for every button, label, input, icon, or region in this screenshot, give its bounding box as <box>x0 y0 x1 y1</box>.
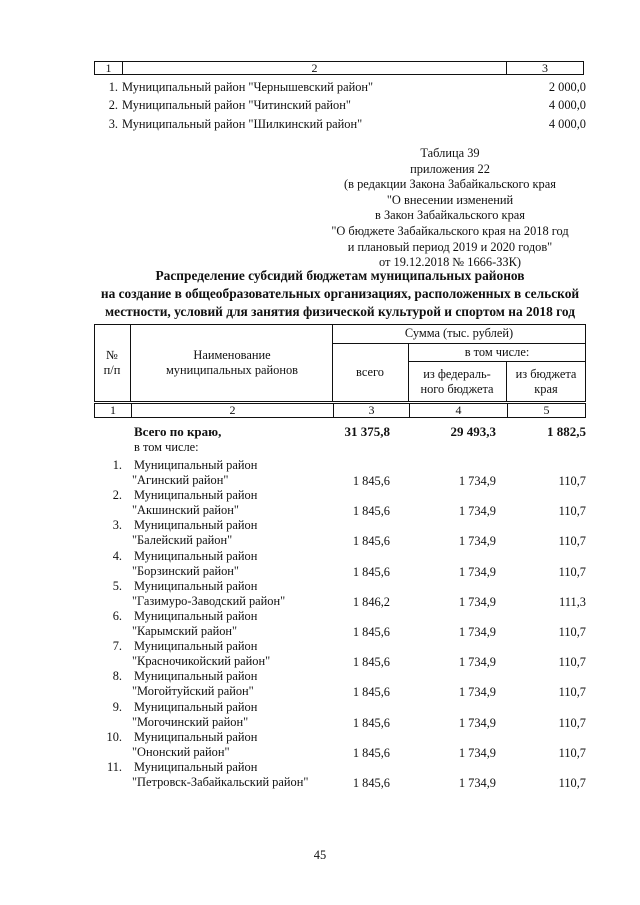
row-total: 1 845,6 <box>352 625 390 639</box>
table-row <box>94 609 586 639</box>
title-line: местности, условий для занятия физической культурой и спортом на 2018 год <box>105 304 575 319</box>
total-reg: 1 882,5 <box>547 424 586 439</box>
row-number: 10. <box>106 730 122 744</box>
row-fed: 1 734,9 <box>458 716 496 730</box>
caption-line: "О бюджете Забайкальского края на 2018 год <box>331 223 569 238</box>
total-sublabel: в том числе: <box>134 440 199 454</box>
table-row <box>94 669 586 699</box>
row-reg: 110,7 <box>558 625 586 639</box>
row-name-line1: Муниципальный район <box>134 609 258 623</box>
page-number: 45 <box>313 848 327 862</box>
colnum-1: 1 <box>95 404 132 417</box>
caption-line: приложения 22 <box>410 161 490 176</box>
prev-header-col-3: 3 <box>542 61 548 75</box>
row-fed: 1 734,9 <box>458 625 496 639</box>
row-name-line1: Муниципальный район <box>134 730 258 744</box>
row-name-line1: Муниципальный район <box>134 458 258 472</box>
row-sum: 4 000,0 <box>548 97 586 112</box>
row-name-line2: "Красночикойский район" <box>132 654 271 668</box>
table-row <box>94 579 586 609</box>
row-reg: 110,7 <box>558 474 586 488</box>
table-row <box>94 549 586 579</box>
row-name-line2: "Могойтуйский район" <box>132 684 254 698</box>
row-number: 5. <box>112 579 122 593</box>
table-row <box>94 700 586 730</box>
row-reg: 111,3 <box>559 595 586 609</box>
colnum-2: 2 <box>132 404 334 417</box>
colnum-5: 5 <box>543 403 550 417</box>
prev-table-row <box>94 115 586 133</box>
total-all: 31 375,8 <box>344 424 390 439</box>
row-total: 1 845,6 <box>352 685 390 699</box>
table-caption <box>300 146 600 271</box>
row-name-line2: "Карымский район" <box>132 624 238 638</box>
row-name-line1: Муниципальный район <box>134 700 258 714</box>
row-total: 1 845,6 <box>352 474 390 488</box>
row-name-line2: "Газимуро-Заводский район" <box>132 594 286 608</box>
total-fed: 29 493,3 <box>450 424 496 439</box>
row-fed: 1 734,9 <box>458 685 496 699</box>
header-incl: в том числе: <box>464 344 530 359</box>
row-fed: 1 734,9 <box>458 655 496 669</box>
prev-table-header <box>94 61 584 75</box>
table-row <box>94 639 586 669</box>
row-name-line2: "Могочинский район" <box>132 715 249 729</box>
row-number: 3. <box>112 518 122 532</box>
row-total: 1 845,6 <box>352 655 390 669</box>
colnum-4: 4 <box>410 404 508 417</box>
header-sum: Сумма (тыс. рублей) <box>404 326 514 340</box>
row-name-line2: "Борзинский район" <box>132 564 239 578</box>
prev-table-row <box>94 78 586 96</box>
caption-line: (в редакции Закона Забайкальского края <box>344 177 556 192</box>
colnum-3: 3 <box>334 404 410 417</box>
row-fed: 1 734,9 <box>458 474 496 488</box>
row-name-line1: Муниципальный район <box>134 488 258 502</box>
prev-header-col-2: 2 <box>123 62 507 74</box>
row-name-line1: Муниципальный район <box>134 639 258 653</box>
table-row <box>94 518 586 548</box>
row-reg: 110,7 <box>558 716 586 730</box>
row-name-line1: Муниципальный район <box>134 579 258 593</box>
row-number: 2. <box>112 488 122 502</box>
column-numbers-row <box>94 403 586 418</box>
caption-line: Таблица 39 <box>420 146 480 160</box>
row-number: 6. <box>112 609 122 623</box>
row-total: 1 845,6 <box>352 565 390 579</box>
row-name-line1: Муниципальный район <box>134 669 258 683</box>
row-name-line2: "Петровск-Забайкальский район" <box>132 775 309 789</box>
row-total: 1 846,2 <box>352 595 390 609</box>
row-number: 11. <box>106 760 122 774</box>
caption-line: в Закон Забайкальского края <box>375 208 525 223</box>
row-sum: 2 000,0 <box>548 79 586 94</box>
total-row <box>94 424 586 458</box>
row-total: 1 845,6 <box>352 716 390 730</box>
row-reg: 110,7 <box>558 746 586 760</box>
row-number: 3. <box>108 116 118 131</box>
row-fed: 1 734,9 <box>458 565 496 579</box>
row-number: 7. <box>112 639 122 653</box>
row-name-line1: Муниципальный район <box>134 518 258 532</box>
title-line: Распределение субсидий бюджетам муниципальных районов <box>155 268 525 283</box>
row-fed: 1 734,9 <box>458 746 496 760</box>
table-row <box>94 458 586 488</box>
table-row <box>94 760 586 790</box>
prev-table-row <box>94 96 586 114</box>
row-reg: 110,7 <box>558 504 586 518</box>
header-total: всего <box>356 365 384 379</box>
caption-line: и плановый период 2019 и 2020 годов" <box>347 239 553 254</box>
header-name: Наименование муниципальных районов <box>165 348 299 377</box>
row-number: 1. <box>112 458 122 472</box>
row-total: 1 845,6 <box>352 504 390 518</box>
row-number: 8. <box>112 669 122 683</box>
row-name-line1: Муниципальный район <box>134 760 258 774</box>
header-fed: из федераль- ного бюджета <box>420 366 494 396</box>
row-name-line2: "Агинский район" <box>132 473 229 487</box>
row-total: 1 845,6 <box>352 776 390 790</box>
header-reg: из бюджета края <box>515 366 577 396</box>
row-number: 4. <box>112 549 122 563</box>
row-reg: 110,7 <box>558 565 586 579</box>
prev-header-col-1: 1 <box>95 62 123 74</box>
row-name: Муниципальный район "Чернышевский район" <box>122 79 374 94</box>
row-name-line2: "Акшинский район" <box>132 503 239 517</box>
row-number: 9. <box>112 700 122 714</box>
row-total: 1 845,6 <box>352 534 390 548</box>
document-title <box>90 267 590 321</box>
caption-line: "О внесении изменений <box>386 192 514 207</box>
row-fed: 1 734,9 <box>458 776 496 790</box>
table-row <box>94 488 586 518</box>
row-reg: 110,7 <box>558 776 586 790</box>
row-number: 2. <box>108 97 118 112</box>
row-reg: 110,7 <box>558 685 586 699</box>
caption-line: от 19.12.2018 № 1666-ЗЗК) <box>378 255 522 270</box>
title-line: на создание в общеобразовательных организациях, расположенных в сельской <box>100 286 580 301</box>
row-fed: 1 734,9 <box>458 595 496 609</box>
header-num: № п/п <box>103 348 121 377</box>
row-name-line2: "Ононский район" <box>132 745 230 759</box>
row-sum: 4 000,0 <box>548 116 586 131</box>
row-name: Муниципальный район "Шилкинский район" <box>122 116 363 131</box>
row-fed: 1 734,9 <box>458 504 496 518</box>
total-label: Всего по краю, <box>134 424 222 439</box>
row-name-line2: "Балейский район" <box>132 533 233 547</box>
table-row <box>94 730 586 760</box>
row-number: 1. <box>108 79 118 94</box>
table-header <box>94 324 586 402</box>
row-reg: 110,7 <box>558 534 586 548</box>
row-fed: 1 734,9 <box>458 534 496 548</box>
row-reg: 110,7 <box>558 655 586 669</box>
row-name-line1: Муниципальный район <box>134 549 258 563</box>
row-name: Муниципальный район "Читинский район" <box>122 97 351 112</box>
row-total: 1 845,6 <box>352 746 390 760</box>
